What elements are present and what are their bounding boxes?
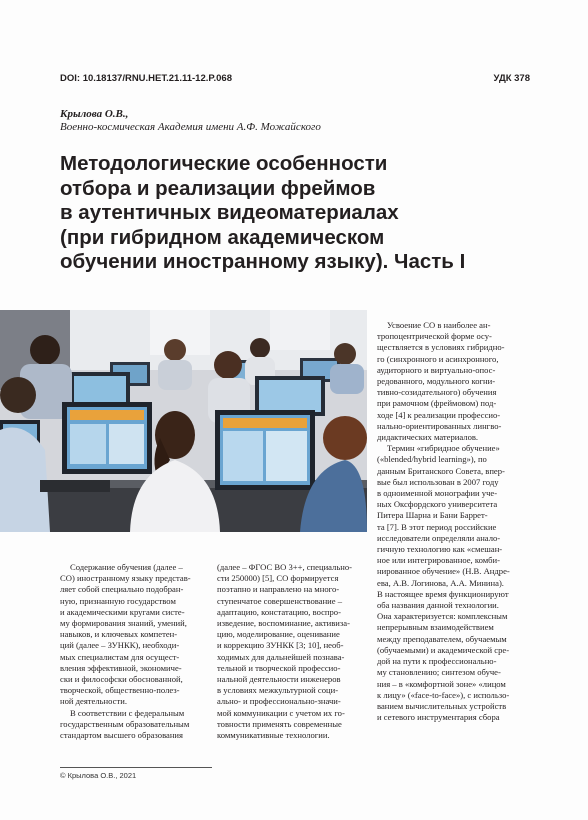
text-line: ляет собой специально подобран- bbox=[60, 584, 184, 595]
text-line: дой на пути к профессионально- bbox=[377, 656, 497, 667]
text-line: мых специалистам для осущест- bbox=[60, 651, 180, 662]
text-line: данным Британского Совета, впер- bbox=[377, 465, 505, 476]
title-line: (при гибридном академическом bbox=[60, 225, 385, 249]
udk-label: УДК 378 bbox=[493, 73, 530, 84]
text-line: тельной и творческой профессио- bbox=[217, 662, 341, 673]
text-line: поэтапно и направлено на много- bbox=[217, 584, 340, 595]
footnote-divider bbox=[60, 767, 212, 768]
text-line: аудиторного и виртуально-опос- bbox=[377, 364, 496, 375]
text-line: товности применять современные bbox=[217, 718, 342, 729]
text-line: В соответствии с федеральным bbox=[70, 707, 185, 718]
text-line: Питера Шарна и Бани Баррет- bbox=[377, 510, 488, 521]
article-title bbox=[60, 152, 530, 275]
copyright-note: © Крылова О.В., 2021 bbox=[60, 771, 137, 780]
text-line: изведение, воспоминание, активиза- bbox=[217, 618, 350, 629]
text-line: В настоящее время функционируют bbox=[377, 588, 509, 599]
text-line: («blended/hybrid learning»), по bbox=[377, 454, 487, 465]
text-line: сти 250000) [5], СО формируется bbox=[217, 573, 339, 584]
text-line: оба названия данной технологии. bbox=[377, 600, 499, 611]
title-line: отбора и реализации фреймов bbox=[60, 176, 376, 200]
text-line: нированное обучение» (Н.В. Андре- bbox=[377, 566, 510, 577]
text-line: вления эффективной, экономиче- bbox=[60, 662, 182, 673]
classroom-photo bbox=[0, 310, 367, 532]
text-line: Содержание обучения (далее – bbox=[70, 562, 183, 572]
text-line: ходимых для дальнейшей познава- bbox=[217, 651, 345, 662]
text-line: цию, моделирование, оценивание bbox=[217, 629, 340, 640]
text-line: ций (далее – ЗУНКК), необходи- bbox=[60, 640, 180, 651]
text-line: ски и философски обоснованной, bbox=[60, 674, 183, 685]
text-line: Усвоение СО в наиболее ан- bbox=[387, 320, 491, 330]
title-line: обучении иностранному языку). Часть I bbox=[60, 250, 466, 273]
text-line: ную, признанную государством bbox=[60, 595, 176, 606]
text-line: дидактических материалов. bbox=[377, 432, 479, 443]
text-line: му формирования знаний, умений, bbox=[60, 618, 187, 629]
text-line: государственным образовательным bbox=[60, 718, 190, 729]
text-line: (далее – ФГОС ВО 3++, специально- bbox=[217, 562, 353, 572]
text-line: ально- и профессионально-значи- bbox=[217, 696, 341, 707]
text-line: к лицу» («face-to-face»), с использо- bbox=[377, 689, 510, 700]
text-line: в одноименной монографии уче- bbox=[377, 488, 498, 499]
text-line: и сетевого инструментария сбора bbox=[377, 712, 500, 723]
text-line: нальной деятельности инженеров bbox=[217, 674, 341, 685]
text-line: Термин «гибридное обучение» bbox=[387, 443, 500, 454]
title-line: в аутентичных видеоматериалах bbox=[60, 201, 399, 224]
text-line: гичную технологию как «смешан- bbox=[377, 544, 503, 555]
text-line: творческой, общественно-полез- bbox=[60, 685, 180, 696]
title-line: Методологические особенности bbox=[60, 152, 388, 175]
text-line: го (синхронного и асинхронного, bbox=[377, 353, 499, 364]
text-line: навыков, и ключевых компетен- bbox=[60, 629, 178, 640]
text-line: непрерывным взаимодействием bbox=[377, 622, 494, 633]
text-line: в условиях межкультурной соци- bbox=[217, 685, 339, 696]
text-line: (обучаемыми) и академической сре- bbox=[377, 644, 510, 655]
text-line: ществляется в условиях гибридно- bbox=[377, 342, 505, 353]
text-line: ное или интегрированное, комби- bbox=[377, 555, 500, 566]
text-line: коммуникативные технологии. bbox=[217, 730, 330, 741]
text-line: ванием вычислительных устройств bbox=[377, 700, 507, 711]
text-line: вые был использован в 2007 году bbox=[377, 476, 499, 487]
text-line: СО) иностранному языку представ- bbox=[60, 573, 191, 584]
author-name: Крылова О.В., bbox=[60, 108, 129, 120]
text-line: тропоцентрической форме осу- bbox=[377, 331, 492, 342]
text-line: му становлению; синтезом обуче- bbox=[377, 667, 501, 678]
text-line: нально-ориентированных лингво- bbox=[377, 420, 502, 431]
text-line: ной деятельности. bbox=[60, 696, 127, 707]
text-line: ных Оксфордского университета bbox=[377, 499, 498, 510]
text-line: между преподавателем, обучаемым bbox=[377, 633, 507, 644]
text-line: стандартом высшего образования bbox=[60, 730, 183, 741]
text-line: ева, А.В. Логинова, А.А. Минина). bbox=[377, 577, 504, 588]
text-column-1 bbox=[60, 562, 200, 741]
text-line: при рамочном (фреймовом) под- bbox=[377, 398, 497, 409]
text-line: ния – в «комфортной зоне» «лицом bbox=[377, 678, 506, 689]
text-line: исследователи определяли анало- bbox=[377, 532, 501, 543]
text-line: и академическими кругами систе- bbox=[60, 606, 185, 617]
text-column-2 bbox=[217, 562, 357, 741]
text-line: мой коммуникации с учетом их го- bbox=[217, 707, 345, 718]
text-line: редованного, модульного когни- bbox=[377, 376, 496, 387]
text-line: ступенчатое совершенствование – bbox=[217, 595, 343, 606]
text-line: ходе [4] к реализации профессио- bbox=[377, 409, 501, 420]
text-line: адаптацию, констатацию, воспро- bbox=[217, 606, 341, 617]
author-affiliation: Военно-космическая Академия имени А.Ф. Можайского bbox=[60, 121, 321, 133]
text-line: Она характеризуется: комплексным bbox=[377, 611, 508, 622]
text-line: и коррекцию ЗУНКК [3; 10], необ- bbox=[217, 640, 344, 651]
text-line: та [7]. В этот период российские bbox=[377, 521, 497, 532]
text-line: тивно-созидательного) обучения bbox=[377, 387, 497, 398]
doi-label: DOI: 10.18137/RNU.HET.21.11-12.P.068 bbox=[60, 73, 232, 84]
text-column-3 bbox=[377, 320, 527, 723]
